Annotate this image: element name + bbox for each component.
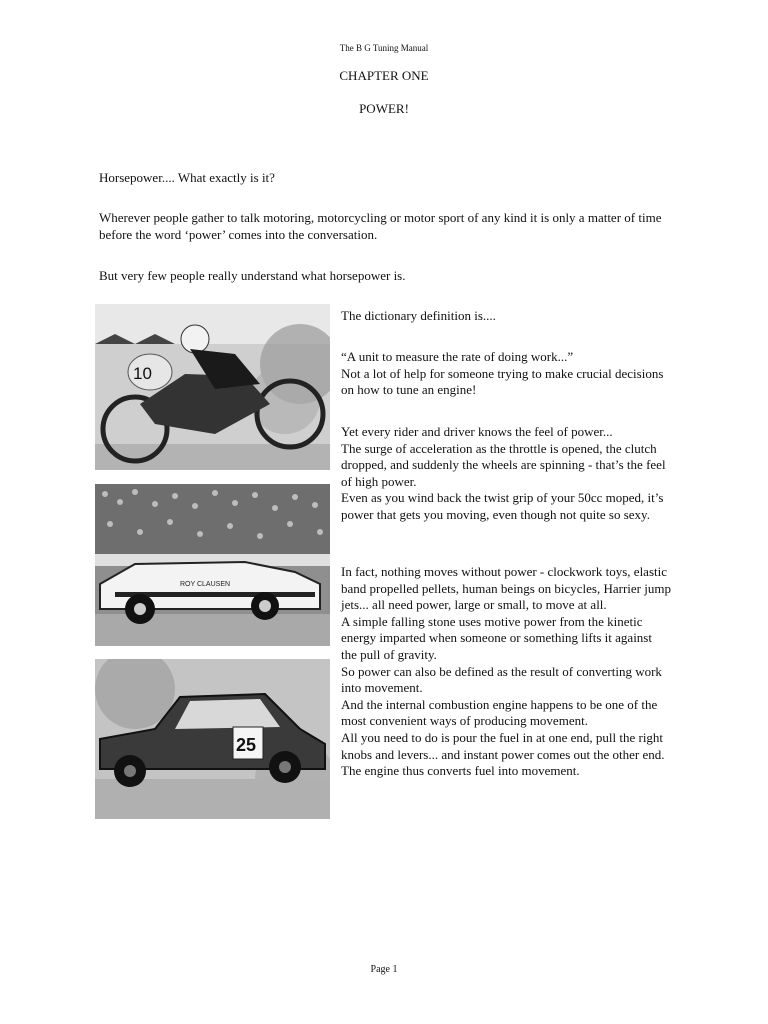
intro-paragraph-3: But very few people really understand what horsepower is. bbox=[99, 268, 406, 283]
body-line: So power can also be defined as the result of converting work into movement. bbox=[341, 663, 662, 696]
body-line: All you need to do is pour the fuel in at one end, pull the right knobs and levers... and instant power comes out the other end. bbox=[341, 729, 665, 762]
dictionary-intro: The dictionary definition is.... bbox=[341, 308, 496, 323]
definition-comment: Not a lot of help for someone trying to make crucial decisions on how to tune an engine! bbox=[341, 365, 664, 398]
feel-of-power-block bbox=[341, 424, 671, 524]
intro-paragraph-1: Horsepower.... What exactly is it? bbox=[99, 170, 275, 185]
body-line: Yet every rider and driver knows the feel of power... bbox=[341, 424, 613, 439]
motorcycle-number: 10 bbox=[133, 364, 152, 383]
body-line: Even as you wind back the twist grip of your 50cc moped, it’s power that gets you moving, even though not quite so sexy. bbox=[341, 490, 664, 522]
body-line: And the internal combustion engine happens to be one of the most convenient ways of producing movement. bbox=[341, 696, 658, 729]
body-line: In fact, nothing moves without power - clockwork toys, elastic band propelled pellets, human beings on bicycles, Harrier jump jets... all need power, large or small, to move at all. bbox=[341, 564, 671, 613]
motorcycle-photo bbox=[95, 304, 330, 470]
body-line: The engine thus converts fuel into movement. bbox=[341, 763, 580, 779]
definition-quote: “A unit to measure the rate of doing work...” bbox=[341, 349, 574, 364]
rally-car-photo bbox=[95, 659, 330, 819]
motive-power-block bbox=[341, 564, 671, 780]
chapter-title: POWER! bbox=[359, 101, 409, 116]
body-line: The surge of acceleration as the throttle is opened, the clutch dropped, and suddenly the wheels are spinning - that’s the feel of high power. bbox=[341, 440, 666, 489]
chapter-number: CHAPTER ONE bbox=[339, 68, 429, 83]
intro-paragraph-2: Wherever people gather to talk motoring, motorcycling or motor sport of any kind it is only a matter of time before the word ‘power’ comes into the conversation. bbox=[99, 210, 662, 242]
page-number: Page 1 bbox=[370, 964, 398, 975]
drag-car-lettering: ROY CLAUSEN bbox=[180, 581, 231, 588]
body-line: A simple falling stone uses motive power from the kinetic energy imparted when someone or something lifts it against the pull of gravity. bbox=[341, 613, 652, 662]
rally-car-number: 25 bbox=[236, 735, 257, 755]
definition-block bbox=[341, 349, 671, 399]
running-title: The B G Tuning Manual bbox=[339, 43, 429, 53]
drag-car-photo bbox=[95, 484, 330, 646]
